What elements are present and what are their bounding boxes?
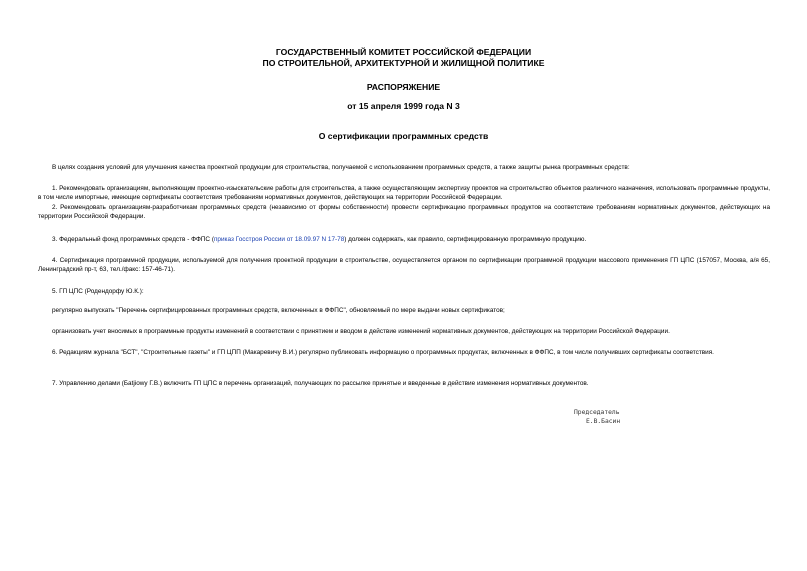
- document-kind: РАСПОРЯЖЕНИЕ: [366, 82, 441, 92]
- signatory-name: Е.В.Басин: [586, 418, 621, 425]
- paragraph-1: 1. Рекомендовать организациям, выполняющим проектно-изыскательские работы для строительства, а также осуществляющим экспертизу проектов на строительство объектов различного назначения, использовать программные продукты, в том числе импортные, имеющие сертификаты соответствия требованиям нормативных документов, действующих на территории Российской Федерации.: [38, 185, 770, 202]
- paragraph-5b: организовать учет вносимых в программные продукты изменений в соответствии с принятием и вводом в действие изменений нормативных документов, действующих на территории Российской Федерации.: [52, 328, 670, 335]
- authority-line-1: ГОСУДАРСТВЕННЫЙ КОМИТЕТ РОССИЙСКОЙ ФЕДЕРАЦИИ: [275, 47, 532, 57]
- document-subject: О сертификации программных средств: [318, 131, 489, 141]
- paragraph-7: 7. Управлению делами (Бatjiowy Г.В.) включить ГП ЦПС в перечень организаций, получающих по рассылке принятые и введенные в действие изменения нормативных документов.: [52, 380, 589, 387]
- intro-paragraph: В целях создания условий для улучшения качества проектной продукции для строительства, получаемой с использованием программных средств, а также защиты рынка программных средств:: [52, 164, 630, 171]
- order-link[interactable]: приказ Госстроя России от 18.09.97 N 17-78: [213, 236, 345, 243]
- paragraph-5a: регулярно выпускать "Перечень сертифицированных программных средств, включенных в ФФПС", обновляемый по мере выдачи новых сертификатов;: [52, 307, 505, 314]
- document-date: от 15 апреля 1999 года N 3: [347, 101, 460, 111]
- paragraph-5: 5. ГП ЦПС (Родендорфу Ю.К.):: [52, 288, 144, 295]
- issuing-authority: [0, 47, 807, 69]
- paragraph-3: [38, 235, 770, 244]
- paragraph-2: 2. Рекомендовать организациям-разработчикам программных средств (независимо от формы собственности) провести сертификацию программных продуктов на соответствие требованиям нормативных документов, действующих на территории Российской Федерации.: [38, 204, 770, 221]
- paragraph-4: 4. Сертификация программной продукции, используемой для получения проектной продукции в строительстве, осуществляется органом по сертификации программной продукции массового применения ГП ЦПС (157057, Москва, а/я 65, Ленинградский пр-т, 63, тел./факс: 157-46-71).: [38, 257, 770, 274]
- authority-line-2: ПО СТРОИТЕЛЬНОЙ, АРХИТЕКТУРНОЙ И ЖИЛИЩНОЙ ПОЛИТИКЕ: [262, 58, 545, 68]
- paragraph-3-end: ) должен содержать, как правило, сертифицированную программную продукцию.: [344, 236, 587, 243]
- paragraph-6: 6. Редакциям журнала "БСТ", "Строительные газеты" и ГП ЦПП (Макаревичу В.И.) регулярно публиковать информацию о программных продуктах, включенных в ФФПС, в том числе получивших сертификаты соответствия.: [52, 349, 714, 356]
- signatory-title: Председатель: [574, 409, 620, 416]
- paragraph-3-start: 3. Федеральный фонд программных средств - ФФПС (: [52, 236, 214, 243]
